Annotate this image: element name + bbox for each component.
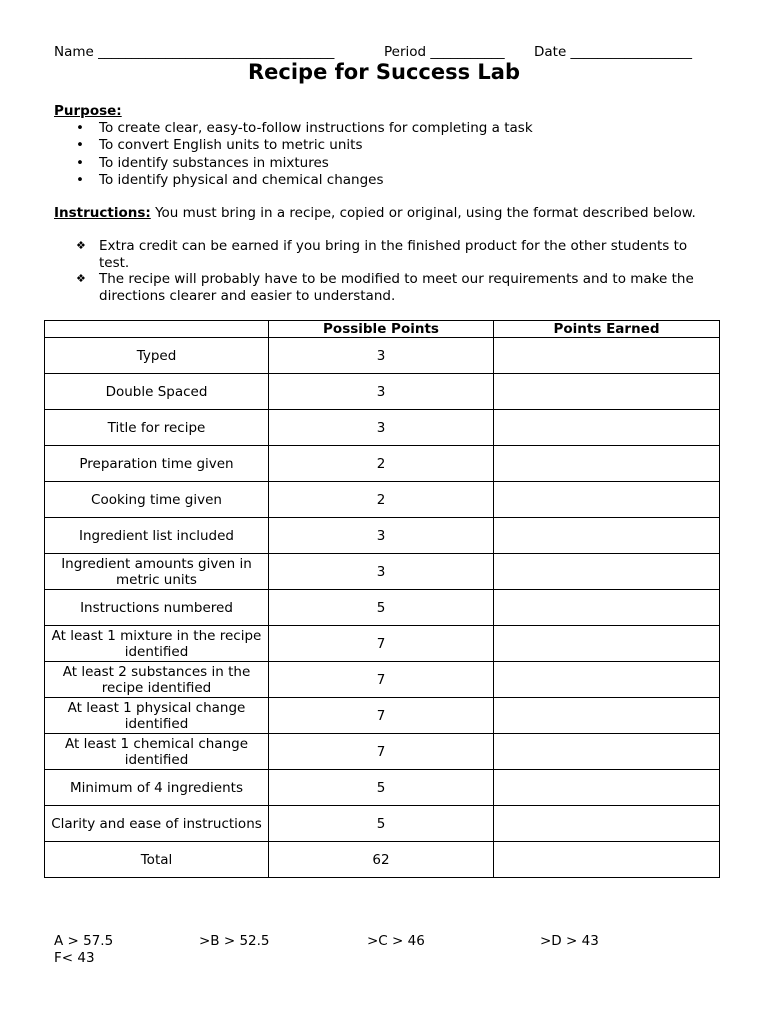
points-earned-cell[interactable] (494, 842, 720, 878)
possible-points-cell: 3 (269, 338, 494, 374)
rubric-table (44, 320, 720, 878)
diamond-bullet-icon: ❖ (76, 272, 86, 285)
possible-points-cell: 5 (269, 770, 494, 806)
possible-points-cell: 3 (269, 554, 494, 590)
criterion-cell: Minimum of 4 ingredients (45, 770, 269, 806)
criterion-cell: Typed (45, 338, 269, 374)
grade-c: >C > 46 (367, 933, 425, 949)
column-header: Points Earned (494, 321, 720, 338)
possible-points-cell: 5 (269, 590, 494, 626)
page-title: Recipe for Success Lab (248, 60, 520, 84)
list-item: • To create clear, easy-to-follow instructions for completing a task (76, 120, 533, 136)
points-earned-cell[interactable] (494, 662, 720, 698)
criterion-cell: Total (45, 842, 269, 878)
criterion-cell: Instructions numbered (45, 590, 269, 626)
list-item: • To identify physical and chemical changes (76, 171, 384, 188)
points-earned-cell[interactable] (494, 806, 720, 842)
criterion-cell: Ingredient list included (45, 518, 269, 554)
bullet-icon: • (76, 154, 84, 171)
grade-scale (54, 933, 714, 969)
criterion-cell: At least 1 chemical change identified (45, 734, 269, 770)
points-earned-cell[interactable] (494, 734, 720, 770)
column-header: Possible Points (269, 321, 494, 338)
table-row (45, 374, 720, 410)
grade-f: F< 43 (54, 950, 95, 966)
purpose-list (54, 120, 714, 189)
date-field[interactable]: Date __________________ (534, 44, 693, 60)
table-row (45, 518, 720, 554)
criterion-cell: Preparation time given (45, 446, 269, 482)
possible-points-cell: 2 (269, 446, 494, 482)
bullet-icon: • (76, 137, 84, 154)
instructions-paragraph (54, 205, 714, 222)
table-header-row (45, 321, 720, 338)
possible-points-cell: 7 (269, 734, 494, 770)
table-row (45, 806, 720, 842)
instructions-label: Instructions: (54, 205, 151, 221)
table-row (45, 770, 720, 806)
column-header (45, 321, 269, 338)
criterion-cell: At least 2 substances in the recipe identified (45, 662, 269, 698)
criterion-cell: Clarity and ease of instructions (45, 806, 269, 842)
points-earned-cell[interactable] (494, 374, 720, 410)
possible-points-cell: 7 (269, 698, 494, 734)
criterion-cell: Ingredient amounts given in metric units (45, 554, 269, 590)
points-earned-cell[interactable] (494, 590, 720, 626)
diamond-bullet-icon: ❖ (76, 239, 86, 252)
table-row (45, 590, 720, 626)
possible-points-cell: 2 (269, 482, 494, 518)
list-item: ❖ Extra credit can be earned if you bring in the finished product for the other students to test. (76, 238, 688, 271)
possible-points-cell: 5 (269, 806, 494, 842)
table-row (45, 734, 720, 770)
table-row (45, 626, 720, 662)
criterion-cell: Title for recipe (45, 410, 269, 446)
points-earned-cell[interactable] (494, 770, 720, 806)
grade-d: >D > 43 (540, 933, 599, 949)
points-earned-cell[interactable] (494, 410, 720, 446)
list-item: ❖ The recipe will probably have to be modified to meet our requirements and to make the directions clearer and easier to understand. (76, 271, 694, 304)
table-row (45, 554, 720, 590)
instructions-text: You must bring in a recipe, copied or original, using the format described below. (150, 205, 696, 221)
possible-points-cell: 3 (269, 518, 494, 554)
table-row (45, 662, 720, 698)
possible-points-cell: 62 (269, 842, 494, 878)
period-field[interactable]: Period ___________ (384, 44, 505, 60)
bullet-icon: • (76, 120, 84, 136)
possible-points-cell: 7 (269, 626, 494, 662)
points-earned-cell[interactable] (494, 698, 720, 734)
criterion-cell: At least 1 mixture in the recipe identified (45, 626, 269, 662)
points-earned-cell[interactable] (494, 446, 720, 482)
table-row (45, 446, 720, 482)
instructions-list (54, 238, 714, 304)
points-earned-cell[interactable] (494, 482, 720, 518)
criterion-cell: Cooking time given (45, 482, 269, 518)
points-earned-cell[interactable] (494, 554, 720, 590)
possible-points-cell: 3 (269, 410, 494, 446)
table-row (45, 338, 720, 374)
points-earned-cell[interactable] (494, 626, 720, 662)
points-earned-cell[interactable] (494, 518, 720, 554)
name-field[interactable]: Name ___________________________________ (54, 44, 335, 60)
grade-a: A > 57.5 (54, 933, 114, 949)
table-row (45, 410, 720, 446)
bullet-icon: • (76, 171, 84, 188)
table-row (45, 482, 720, 518)
table-row (45, 698, 720, 734)
criterion-cell: At least 1 physical change identified (45, 698, 269, 734)
possible-points-cell: 3 (269, 374, 494, 410)
list-item: • To identify substances in mixtures (76, 154, 329, 171)
grade-b: >B > 52.5 (199, 933, 270, 949)
purpose-heading: Purpose: (54, 103, 122, 119)
possible-points-cell: 7 (269, 662, 494, 698)
table-row (45, 842, 720, 878)
list-item: • To convert English units to metric units (76, 137, 363, 154)
criterion-cell: Double Spaced (45, 374, 269, 410)
points-earned-cell[interactable] (494, 338, 720, 374)
rubric-body (45, 338, 720, 878)
